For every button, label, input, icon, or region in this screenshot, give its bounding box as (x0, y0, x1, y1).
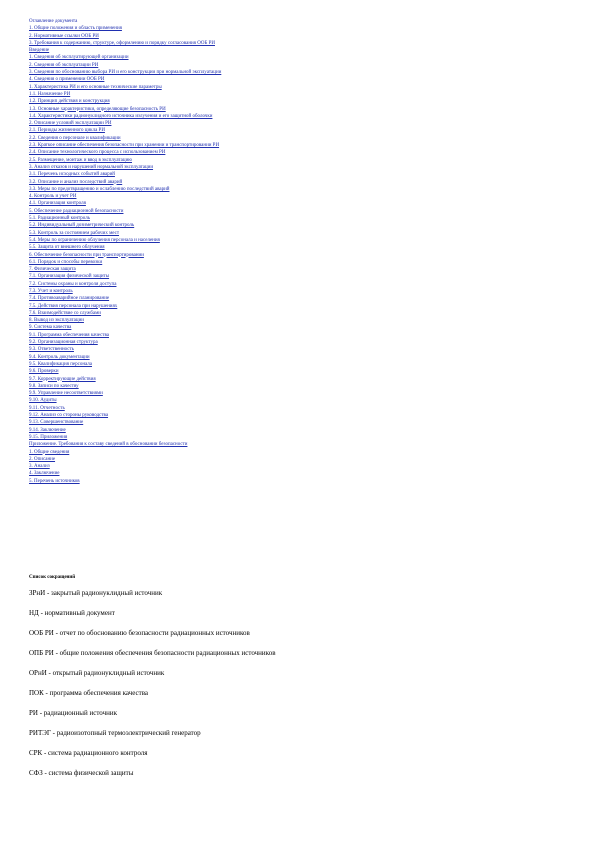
toc-entry-link[interactable]: 7.1. Организация физической защиты (29, 274, 110, 280)
toc-entry-link[interactable]: 9.13. Совершенствование (29, 420, 84, 426)
toc-entry-link[interactable]: 9.3. Ответственность (29, 347, 74, 353)
toc-entry-link[interactable]: 4. Заключение (29, 471, 60, 477)
toc-entry-link[interactable]: 3.2. Описание и анализ последствий аварий (29, 179, 123, 185)
toc-entry-link[interactable]: 1.2. Принцип действия и конструкция (29, 99, 110, 105)
toc-entry-link[interactable]: 9.15. Приложения (29, 434, 68, 440)
toc-entry-link[interactable]: 9. Система качества (29, 325, 72, 331)
toc-entry-link[interactable]: 9.7. Корректирующие действия (29, 376, 96, 382)
toc-entry-link[interactable]: 1. Сведения об эксплуатирующей организации (29, 55, 129, 61)
toc-entry-link[interactable]: 6. Обеспечение безопасности при транспортировании (29, 252, 144, 258)
toc-entry-link[interactable]: 7.2. Системы охраны и контроля доступа (29, 281, 117, 287)
toc-entry-link[interactable]: 5. Обеспечение радиационной безопасности (29, 208, 124, 214)
toc-entry-link[interactable]: 7.4. Противоаварийное планирование (29, 296, 110, 302)
toc-entry-link[interactable]: Приложение. Требования к составу сведений в обосновании безопасности (29, 442, 188, 448)
toc-entry-link[interactable]: 4.1. Организация контроля (29, 201, 86, 207)
toc-entry-link[interactable]: 1.3. Основные характеристики, определяющие безопасность РИ (29, 106, 166, 112)
abbreviation-item: ООБ РИ - отчет по обоснованию безопасности радиационных источников (29, 629, 250, 637)
toc-entry-link[interactable]: 7. Физическая защита (29, 267, 76, 273)
toc-entry-link[interactable]: 4. Контроль и учет РИ (29, 194, 77, 200)
toc-entry-link[interactable]: 3. Сведения по обоснованию выбора РИ и его конструкции при нормальной эксплуатации (29, 70, 222, 76)
toc-entry-link[interactable]: 7.3. Учет и контроль (29, 288, 73, 294)
abbreviations-title: Список сокращений (29, 575, 76, 580)
abbreviations-list (29, 589, 569, 789)
toc-entry-link[interactable]: 5.5. Защита от внешнего облучения (29, 245, 105, 251)
toc-entry-link[interactable]: 1. Характеристика РИ и его основные технические параметры (29, 84, 162, 90)
toc-entry-link[interactable]: 9.2. Организационная структура (29, 340, 98, 346)
toc-entry-link[interactable]: 1. Общие сведения (29, 449, 70, 455)
toc-entry-link[interactable]: 9.5. Квалификация персонала (29, 361, 92, 367)
toc-entry-link[interactable]: 7.6. Взаимодействие со службами (29, 310, 101, 316)
toc-entry-link[interactable]: 2. Описание условий эксплуатации РИ (29, 121, 112, 127)
toc-entries (29, 25, 569, 485)
toc-entry-link[interactable]: 9.9. Управление несоответствиями (29, 391, 103, 397)
abbreviation-item: ОРнИ - открытый радионуклидный источник (29, 669, 165, 677)
toc-entry-link[interactable]: 9.1. Программа обеспечения качества (29, 332, 109, 338)
abbreviation-item: ПОК - программа обеспечения качества (29, 689, 149, 697)
toc-entry-link[interactable]: 1.4. Характеристики радионуклидного источника излучения и его защитной оболочки (29, 113, 213, 119)
toc-entry-link[interactable]: 3. Анализ отказов и нарушений нормальной эксплуатации (29, 164, 154, 170)
toc-entry-link[interactable]: 3. Требования к содержанию, структуре, оформлению и порядку согласования ООБ РИ (29, 40, 215, 46)
toc-heading: Оглавление документа (29, 19, 78, 24)
toc-entry-link[interactable]: 5.3. Контроль за состоянием рабочих мест (29, 230, 120, 236)
abbreviation-item: СФЗ - система физической защиты (29, 769, 134, 777)
abbreviation-item: РИТЭГ - радиоизотопный термоэлектрический генератор (29, 729, 201, 737)
abbreviation-item: СРК - система радиационного контроля (29, 749, 148, 757)
toc-entry-link[interactable]: Введение (29, 48, 50, 54)
toc-entry-link[interactable]: 9.12. Анализ со стороны руководства (29, 413, 109, 419)
toc-entry-link[interactable]: 2.5. Размещение, монтаж и ввод в эксплуатацию (29, 157, 132, 163)
toc-entry-link[interactable]: 5.1. Радиационный контроль (29, 216, 90, 222)
toc-entry-link[interactable]: 2. Сведения об эксплуатации РИ (29, 62, 99, 68)
toc-entry-link[interactable]: 2.4. Описание технологического процесса с использованием РИ (29, 150, 166, 156)
toc-entry-link[interactable]: 9.10. Аудиты (29, 398, 57, 404)
toc-entry-link[interactable]: 9.4. Контроль документации (29, 354, 90, 360)
toc-entry-link[interactable]: 7.5. Действия персонала при нарушениях (29, 303, 118, 309)
toc-entry-link[interactable]: 9.11. Отчетность (29, 405, 65, 411)
table-of-contents (29, 18, 569, 485)
abbreviation-item: ОПБ РИ - общие положения обеспечения безопасности радиационных источников (29, 649, 276, 657)
toc-entry-link[interactable]: 1. Общие положения и область применения (29, 26, 122, 32)
toc-entry-link[interactable]: 8. Вывод из эксплуатации (29, 318, 84, 324)
toc-entry-link[interactable]: 3. Анализ (29, 464, 50, 470)
toc-entry-link[interactable]: 9.8. Записи по качеству (29, 383, 79, 389)
toc-entry-link[interactable]: 2.3. Краткое описание обеспечения безопасности при хранении и транспортировании РИ (29, 143, 220, 149)
toc-entry-link[interactable]: 5.2. Индивидуальный дозиметрический контроль (29, 223, 135, 229)
toc-entry-link[interactable]: 2. Описание (29, 456, 56, 462)
toc-entry-link[interactable]: 3.1. Перечень исходных событий аварий (29, 172, 115, 178)
toc-entry-link[interactable]: 3.3. Меры по предотвращению и ослаблению последствий аварий (29, 186, 170, 192)
abbreviation-item: НД - нормативный документ (29, 609, 115, 617)
toc-entry-link[interactable]: 2.1. Периоды жизненного цикла РИ (29, 128, 105, 134)
abbreviation-item: РИ - радиационный источник (29, 709, 118, 717)
toc-entry-link[interactable]: 1.1. Назначение РИ (29, 91, 71, 97)
toc-entry-link[interactable]: 9.14. Заключение (29, 427, 66, 433)
toc-entry-link[interactable]: 2. Нормативные ссылки ООБ РИ (29, 33, 99, 39)
toc-entry-link[interactable]: 2.2. Сведения о персонале и квалификации (29, 135, 121, 141)
abbreviation-item: ЗРнИ - закрытый радионуклидный источник (29, 589, 163, 597)
toc-entry-link[interactable]: 9.6. Проверки (29, 369, 59, 375)
toc-entry-link[interactable]: 5.4. Меры по ограничению облучения персонала и населения (29, 237, 160, 243)
toc-entry-link[interactable]: 6.1. Порядок и способы перевозки (29, 259, 103, 265)
toc-entry-link[interactable]: 5. Перечень источников (29, 478, 80, 484)
toc-entry-link[interactable]: 4. Сведения о применении ООБ РИ (29, 77, 105, 83)
